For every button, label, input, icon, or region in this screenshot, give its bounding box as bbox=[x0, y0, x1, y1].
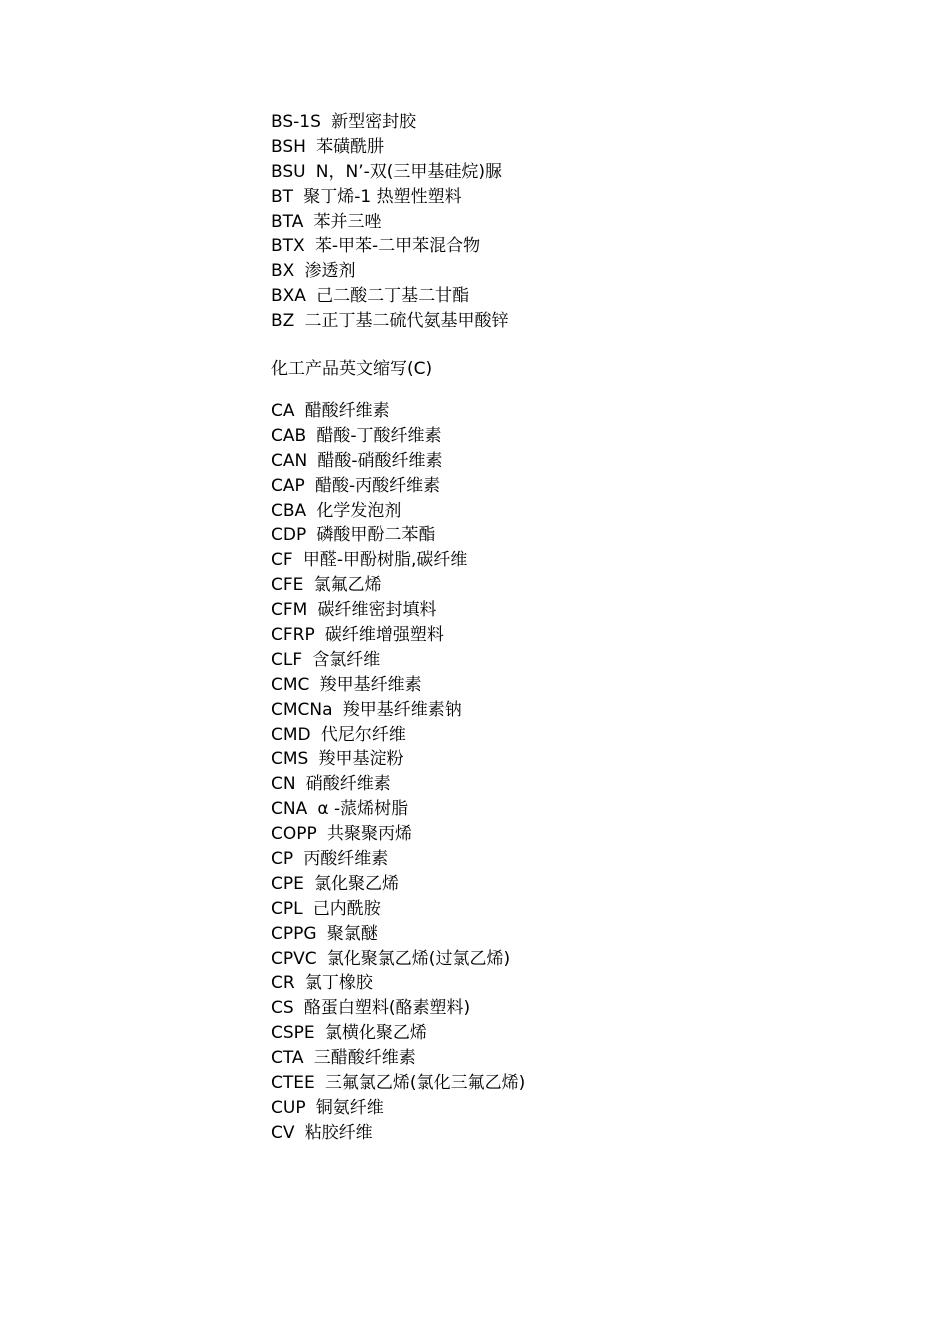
abbreviation-name: 化学发泡剂 bbox=[316, 500, 402, 521]
abbreviation-name: 己内酰胺 bbox=[312, 898, 381, 919]
abbreviation-name: 羧甲基纤维素 bbox=[319, 674, 422, 695]
list-item bbox=[271, 548, 525, 573]
abbreviation-code: CSPE bbox=[271, 1023, 315, 1044]
abbreviation-name: 铜氨纤维 bbox=[315, 1097, 384, 1118]
abbreviation-code: CMS bbox=[271, 749, 309, 770]
abbreviation-name: 氯化聚乙烯 bbox=[314, 873, 400, 894]
list-item bbox=[271, 723, 525, 748]
abbreviation-name: 醋酸-丁酸纤维素 bbox=[316, 425, 442, 446]
list-item bbox=[271, 1071, 525, 1096]
abbreviation-code: CV bbox=[271, 1122, 295, 1143]
list-item bbox=[271, 673, 525, 698]
abbreviation-name: 己二酸二丁基二甘酯 bbox=[316, 286, 470, 307]
list-item bbox=[271, 872, 525, 897]
abbreviation-code: CMD bbox=[271, 724, 311, 745]
abbreviation-code: CAP bbox=[271, 475, 305, 496]
abbreviation-code: CFE bbox=[271, 575, 304, 596]
abbreviation-name: 苯磺酰肼 bbox=[316, 136, 385, 157]
abbreviation-code: BZ bbox=[271, 311, 295, 332]
list-item bbox=[271, 573, 525, 598]
abbreviation-name: N，N’-双(三甲基硅烷)脲 bbox=[315, 161, 503, 182]
list-item bbox=[271, 399, 525, 424]
abbreviation-name: 甲醛-甲酚树脂,碳纤维 bbox=[302, 550, 468, 571]
abbreviation-name: α -蒎烯树脂 bbox=[317, 799, 409, 820]
list-item bbox=[271, 897, 525, 922]
abbreviation-name: 醋酸-丙酸纤维素 bbox=[314, 475, 441, 496]
abbreviation-code: CMCNa bbox=[271, 699, 333, 720]
abbreviation-name: 苯并三唑 bbox=[313, 211, 382, 232]
abbreviation-name: 氯横化聚乙烯 bbox=[324, 1023, 427, 1044]
list-item bbox=[271, 971, 525, 996]
abbreviation-name: 磷酸甲酚二苯酯 bbox=[316, 525, 436, 546]
abbreviation-name: 丙酸纤维素 bbox=[303, 849, 389, 870]
abbreviation-code: CP bbox=[271, 849, 294, 870]
abbreviation-code: CTA bbox=[271, 1048, 304, 1069]
abbreviation-list-c bbox=[271, 399, 525, 1146]
list-item bbox=[271, 797, 525, 822]
abbreviation-code: CUP bbox=[271, 1097, 306, 1118]
abbreviation-code: BXA bbox=[271, 286, 306, 307]
abbreviation-code: CPE bbox=[271, 873, 304, 894]
list-item bbox=[271, 996, 525, 1021]
abbreviation-name: 苯-甲苯-二甲苯混合物 bbox=[314, 236, 481, 257]
abbreviation-name: 醋酸纤维素 bbox=[304, 401, 390, 421]
abbreviation-code: CDP bbox=[271, 525, 307, 546]
abbreviation-name: 共聚聚丙烯 bbox=[326, 824, 412, 845]
list-item bbox=[271, 847, 525, 872]
abbreviation-name: 酪蛋白塑料(酪素塑料) bbox=[303, 998, 471, 1019]
abbreviation-name: 碳纤维密封填料 bbox=[317, 600, 437, 621]
abbreviation-name: 新型密封胶 bbox=[331, 112, 417, 132]
list-item bbox=[271, 822, 525, 847]
list-item bbox=[271, 1046, 525, 1071]
abbreviation-code: BTX bbox=[271, 236, 305, 257]
abbreviation-code: BSH bbox=[271, 136, 306, 157]
list-item bbox=[271, 234, 509, 259]
section-heading: 化工产品英文缩写(C) bbox=[271, 359, 433, 379]
abbreviation-name: 粘胶纤维 bbox=[304, 1122, 373, 1143]
abbreviation-code: CN bbox=[271, 774, 296, 795]
abbreviation-name: 羧甲基淀粉 bbox=[318, 749, 404, 770]
abbreviation-code: CPPG bbox=[271, 923, 317, 944]
abbreviation-code: CR bbox=[271, 973, 295, 994]
abbreviation-name: 二正丁基二硫代氨基甲酸锌 bbox=[304, 311, 509, 332]
list-item bbox=[271, 259, 509, 284]
list-item bbox=[271, 747, 525, 772]
abbreviation-code: CF bbox=[271, 550, 293, 571]
abbreviation-name: 氯氟乙烯 bbox=[313, 575, 382, 596]
list-item bbox=[271, 185, 509, 210]
abbreviation-code: CFRP bbox=[271, 625, 315, 646]
abbreviation-name: 碳纤维增强塑料 bbox=[324, 625, 444, 646]
section-heading-wrap bbox=[271, 357, 432, 382]
list-item bbox=[271, 1021, 525, 1046]
abbreviation-code: CS bbox=[271, 998, 294, 1019]
abbreviation-name: 聚丁烯-1 热塑性塑料 bbox=[303, 186, 462, 207]
abbreviation-code: CNA bbox=[271, 799, 308, 820]
abbreviation-code: BX bbox=[271, 261, 295, 282]
list-item bbox=[271, 623, 525, 648]
abbreviation-name: 含氯纤维 bbox=[312, 649, 381, 670]
abbreviation-code: BTA bbox=[271, 211, 304, 232]
abbreviation-code: CAB bbox=[271, 425, 307, 446]
list-item bbox=[271, 284, 509, 309]
list-item bbox=[271, 210, 509, 235]
abbreviation-code: CPVC bbox=[271, 948, 317, 969]
list-item bbox=[271, 1121, 525, 1146]
list-item bbox=[271, 922, 525, 947]
list-item bbox=[271, 598, 525, 623]
abbreviation-list-b bbox=[271, 110, 509, 334]
list-item bbox=[271, 449, 525, 474]
abbreviation-code: BS-1S bbox=[271, 112, 321, 132]
list-item bbox=[271, 135, 509, 160]
list-item bbox=[271, 499, 525, 524]
list-item bbox=[271, 1096, 525, 1121]
abbreviation-code: COPP bbox=[271, 824, 317, 845]
abbreviation-code: CA bbox=[271, 401, 295, 421]
abbreviation-code: CBA bbox=[271, 500, 307, 521]
abbreviation-name: 代尼尔纤维 bbox=[320, 724, 406, 745]
abbreviation-code: CMC bbox=[271, 674, 310, 695]
abbreviation-code: CFM bbox=[271, 600, 308, 621]
list-item bbox=[271, 309, 509, 334]
abbreviation-code: CLF bbox=[271, 649, 303, 670]
abbreviation-code: CTEE bbox=[271, 1073, 315, 1094]
abbreviation-name: 氯丁橡胶 bbox=[304, 973, 373, 994]
list-item bbox=[271, 424, 525, 449]
list-item bbox=[271, 474, 525, 499]
abbreviation-name: 三氟氯乙烯(氯化三氟乙烯) bbox=[324, 1073, 526, 1094]
list-item bbox=[271, 947, 525, 972]
list-item bbox=[271, 648, 525, 673]
abbreviation-name: 硝酸纤维素 bbox=[305, 774, 391, 795]
abbreviation-name: 氯化聚氯乙烯(过氯乙烯) bbox=[326, 948, 511, 969]
abbreviation-name: 羧甲基纤维素钠 bbox=[342, 699, 462, 720]
list-item bbox=[271, 523, 525, 548]
abbreviation-code: BT bbox=[271, 186, 294, 207]
list-item bbox=[271, 160, 509, 185]
list-item bbox=[271, 698, 525, 723]
abbreviation-name: 聚氯醚 bbox=[326, 923, 378, 944]
abbreviation-name: 三醋酸纤维素 bbox=[313, 1048, 416, 1069]
abbreviation-name: 渗透剂 bbox=[304, 261, 356, 282]
abbreviation-code: CPL bbox=[271, 898, 303, 919]
list-item bbox=[271, 110, 509, 135]
abbreviation-code: CAN bbox=[271, 450, 308, 471]
abbreviation-name: 醋酸-硝酸纤维素 bbox=[317, 450, 443, 471]
list-item bbox=[271, 772, 525, 797]
abbreviation-code: BSU bbox=[271, 161, 306, 182]
